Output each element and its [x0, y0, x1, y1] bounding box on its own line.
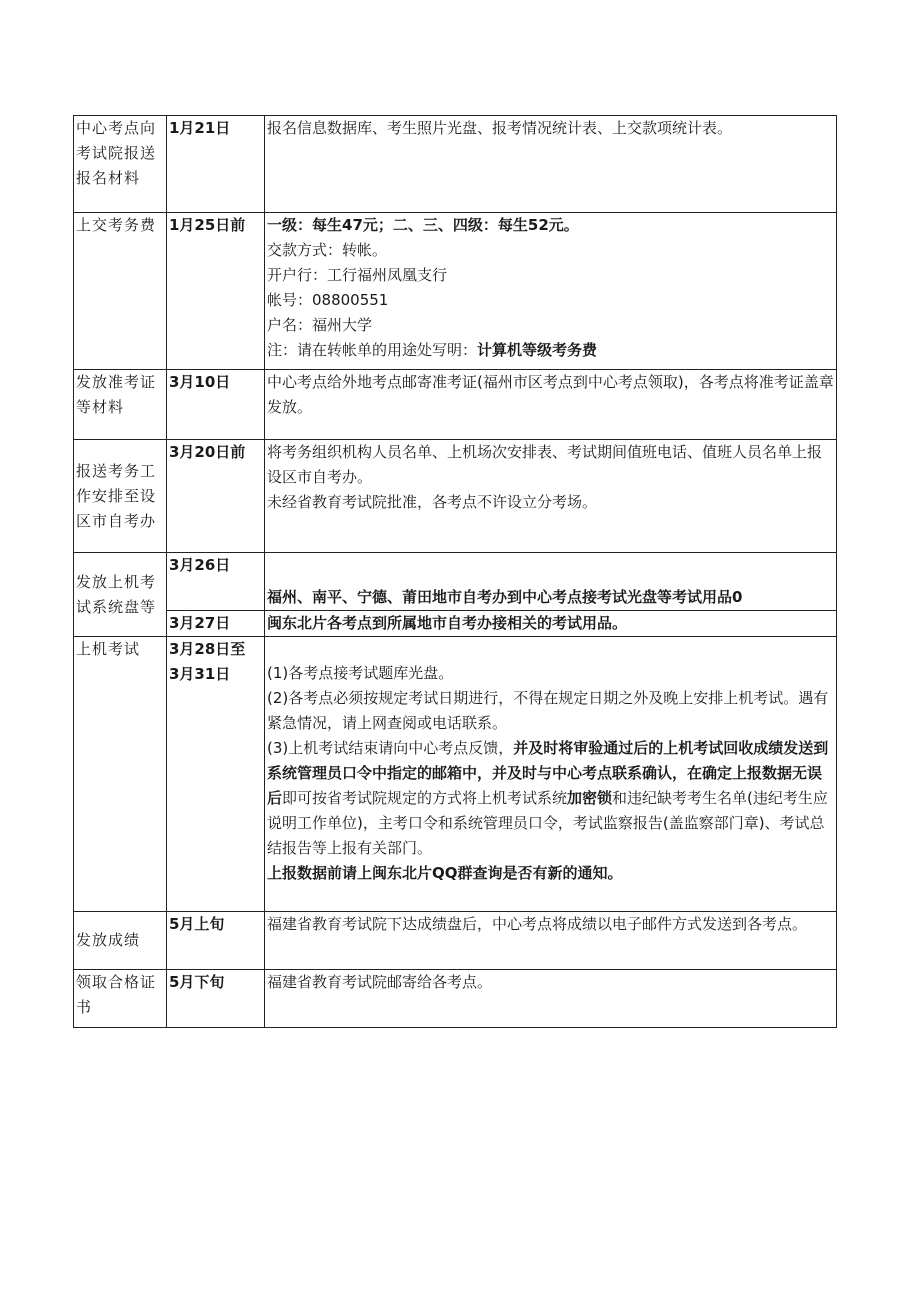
date-end: 3月31日: [169, 665, 231, 683]
fee-line: 一级：每生47元；二、三、四级：每生52元。: [267, 216, 579, 234]
task-cell: 上机考试: [74, 637, 167, 912]
transfer-note: [267, 338, 834, 363]
step-3-rest: 和违纪缺考考生名单(违纪考生应说明工作单位)，主考口令和系统管理员口令，考试监察报告(盖监察部门章)、考试总结报告等上报有关部门。: [267, 789, 828, 857]
step-3-bold: 并及时将审验通过后的上机考试回收成绩发送到系统管理员口令中指定的邮箱中，并及时与中心考点联系确认，在确定上报数据无误后: [267, 739, 829, 807]
task-cell: 中心考点向考试院报送报名材料: [74, 116, 167, 213]
task-cell: 上交考务费: [74, 213, 167, 370]
table-row: [74, 611, 837, 637]
task-cell: 报送考务工作安排至设区市自考办: [74, 440, 167, 553]
payment-method: 交款方式：转帐。: [267, 241, 388, 259]
step-2: (2)各考点必须按规定考试日期进行，不得在规定日期之外及晚上安排上机考试。遇有紧急情况，请上网查阅或电话联系。: [267, 689, 829, 732]
detail-cell: [265, 213, 837, 370]
step-3-lock: 加密锁: [567, 789, 613, 807]
date-cell: 1月21日: [167, 116, 265, 213]
task-cell: 发放准考证等材料: [74, 370, 167, 440]
step-1: (1)各考点接考试题库光盘。: [267, 664, 454, 682]
detail-cell: 中心考点给外地考点邮寄准考证(福州市区考点到中心考点领取)，各考点将准考证盖章发放。: [265, 370, 837, 440]
table-row: [74, 213, 837, 370]
detail-cell: 福建省教育考试院邮寄给各考点。: [265, 970, 837, 1028]
date-cell: 3月26日: [167, 553, 265, 611]
task-cell: 领取合格证书: [74, 970, 167, 1028]
detail-cell: [265, 637, 837, 912]
table-row: [74, 116, 837, 213]
step-3-intro: (3)上机考试结束请向中心考点反馈，: [267, 739, 514, 757]
date-cell: 3月20日前: [167, 440, 265, 553]
table-row: [74, 912, 837, 970]
step-3: [267, 736, 834, 861]
date-cell: 5月下旬: [167, 970, 265, 1028]
task-cell: 发放上机考试系统盘等: [74, 553, 167, 637]
table-row: [74, 370, 837, 440]
account-number: 帐号：08800551: [267, 291, 389, 309]
schedule-table: [73, 115, 837, 1028]
date-start: 3月28日至: [169, 640, 246, 658]
account-holder: 户名：福州大学: [267, 316, 373, 334]
date-cell: 1月25日前: [167, 213, 265, 370]
table-row: [74, 637, 837, 912]
bank-name: 开户行：工行福州凤凰支行: [267, 266, 448, 284]
step-4: 上报数据前请上闽东北片QQ群查询是否有新的通知。: [267, 864, 623, 882]
detail-cell: 报名信息数据库、考生照片光盘、报考情况统计表、上交款项统计表。: [265, 116, 837, 213]
table-row: [74, 553, 837, 611]
date-cell: 5月上旬: [167, 912, 265, 970]
detail-cell: 闽东北片各考点到所属地市自考办接相关的考试用品。: [265, 611, 837, 637]
detail-cell: [265, 440, 837, 553]
task-cell: 发放成绩: [74, 912, 167, 970]
date-cell: 3月10日: [167, 370, 265, 440]
note-prefix: 注：请在转帐单的用途处写明：: [267, 341, 478, 359]
detail-line: 将考务组织机构人员名单、上机场次安排表、考试期间值班电话、值班人员名单上报设区市自考办。: [267, 443, 823, 486]
detail-cell: 福建省教育考试院下达成绩盘后，中心考点将成绩以电子邮件方式发送到各考点。: [265, 912, 837, 970]
table-row: [74, 970, 837, 1028]
detail-cell: 福州、南平、宁德、莆田地市自考办到中心考点接考试光盘等考试用品0: [265, 553, 837, 611]
step-3-mid: 即可按省考试院规定的方式将上机考试系统: [282, 789, 568, 807]
detail-line: 未经省教育考试院批准，各考点不许设立分考场。: [267, 493, 598, 511]
date-cell: [167, 637, 265, 912]
table-row: [74, 440, 837, 553]
note-purpose: 计算机等级考务费: [477, 341, 598, 359]
date-cell: 3月27日: [167, 611, 265, 637]
